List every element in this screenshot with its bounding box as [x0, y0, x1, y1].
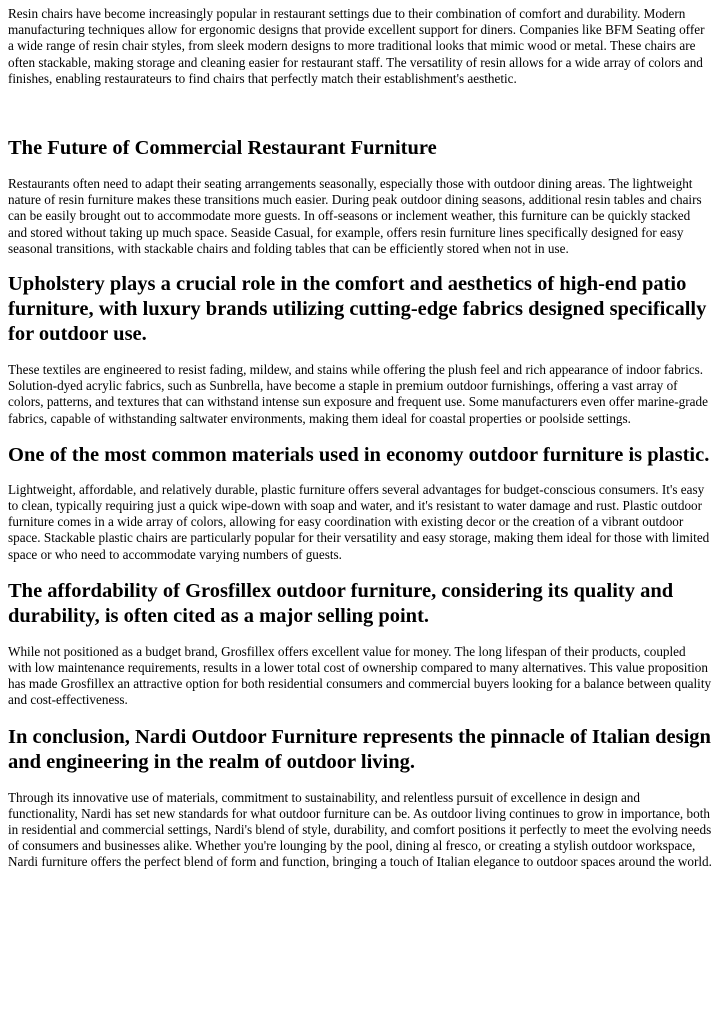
paragraph-grosfillex-value: While not positioned as a budget brand, Grosfillex offers excellent value for money. The long lifespan of their products, coupled with low maintenance requirements, results in a lower total cost of ownership compared to many alternatives. This value proposition has made Grosfillex an attractive option for both residential consumers and commercial buyers looking for a balance between quality and cost-effectiveness.	[8, 643, 712, 708]
heading-plastic-materials: One of the most common materials used in economy outdoor furniture is plastic.	[8, 443, 710, 466]
paragraph-seasonal-seating: Restaurants often need to adapt their seating arrangements seasonally, especially those with outdoor dining areas. The lightweight nature of resin furniture makes these transitions much easier. During peak outdoor dining seasons, additional resin tables and chairs can be easily brought out to accommodate more guests. In off-seasons or inclement weather, this furniture can be quickly stacked and stored without taking up much space. Seaside Casual, for example, offers resin furniture lines specifically designed for easy seasonal transitions, with stackable chairs and folding tables that can be efficiently stored when not in use.	[8, 176, 702, 256]
paragraph-outdoor-textiles: These textiles are engineered to resist fading, mildew, and stains while offering the plush feel and rich appearance of indoor fabrics. Solution-dyed acrylic fabrics, such as Sunbrella, have become a staple in premium outdoor furnishings, offering a vast array of colors, patterns, and textures that can withstand intense sun exposure and frequent use. Some manufacturers even offer marine-grade fabrics, capable of withstanding saltwater environments, making them ideal for coastal properties or poolside settings.	[8, 362, 708, 426]
paragraph-nardi-summary: Through its innovative use of materials, commitment to sustainability, and relentless pursuit of excellence in design and functionality, Nardi has set new standards for what outdoor furniture can be. As outdoor living continues to grow in importance, both in residential and commercial settings, Nardi's blend of style, durability, and comfort positions it perfectly to meet the evolving needs of consumers and businesses alike. Whether you're lounging by the pool, dining al fresco, or creating a stylish outdoor workspace, Nardi furniture offers the perfect blend of form and function, bringing a touch of Italian elegance to outdoor spaces around the world.	[8, 789, 712, 870]
heading-upholstery: Upholstery plays a crucial role in the comfort and aesthetics of high-end patio furniture, with luxury brands utilizing cutting-edge fabrics designed specifically for outdoor use.	[8, 273, 707, 346]
heading-future-commercial-furniture: The Future of Commercial Restaurant Furniture	[8, 137, 437, 160]
paragraph-plastic-furniture: Lightweight, affordable, and relatively durable, plastic furniture offers several advantages for budget-conscious consumers. It's easy to clean, typically requiring just a quick wipe-down with soap and water, and it's resistant to water damage and rust. Plastic outdoor furniture comes in a wide array of colors, allowing for easy coordination with existing decor or the creation of a vibrant outdoor space. Stackable plastic chairs are particularly popular for their versatility and easy storage, making them ideal for those with limited space or who need to accommodate varying numbers of guests.	[8, 481, 710, 562]
heading-grosfillex-affordability: The affordability of Grosfillex outdoor furniture, considering its quality and durability, is often cited as a major selling point.	[8, 579, 674, 627]
heading-nardi-conclusion: In conclusion, Nardi Outdoor Furniture represents the pinnacle of Italian design and engineering in the realm of outdoor living.	[8, 725, 711, 773]
paragraph-resin-chairs: Resin chairs have become increasingly popular in restaurant settings due to their combination of comfort and durability. Modern manufacturing techniques allow for ergonomic designs that provide excellent support for diners. Companies like BFM Seating offer a wide range of resin chair styles, from sleek modern designs to more traditional looks that mimic wood or metal. These chairs are often stackable, making storage and cleaning easier for restaurant staff. The versatility of resin allows for a wide array of colors and finishes, enabling restaurateurs to find chairs that perfectly match their establishment's aesthetic.	[8, 6, 705, 86]
